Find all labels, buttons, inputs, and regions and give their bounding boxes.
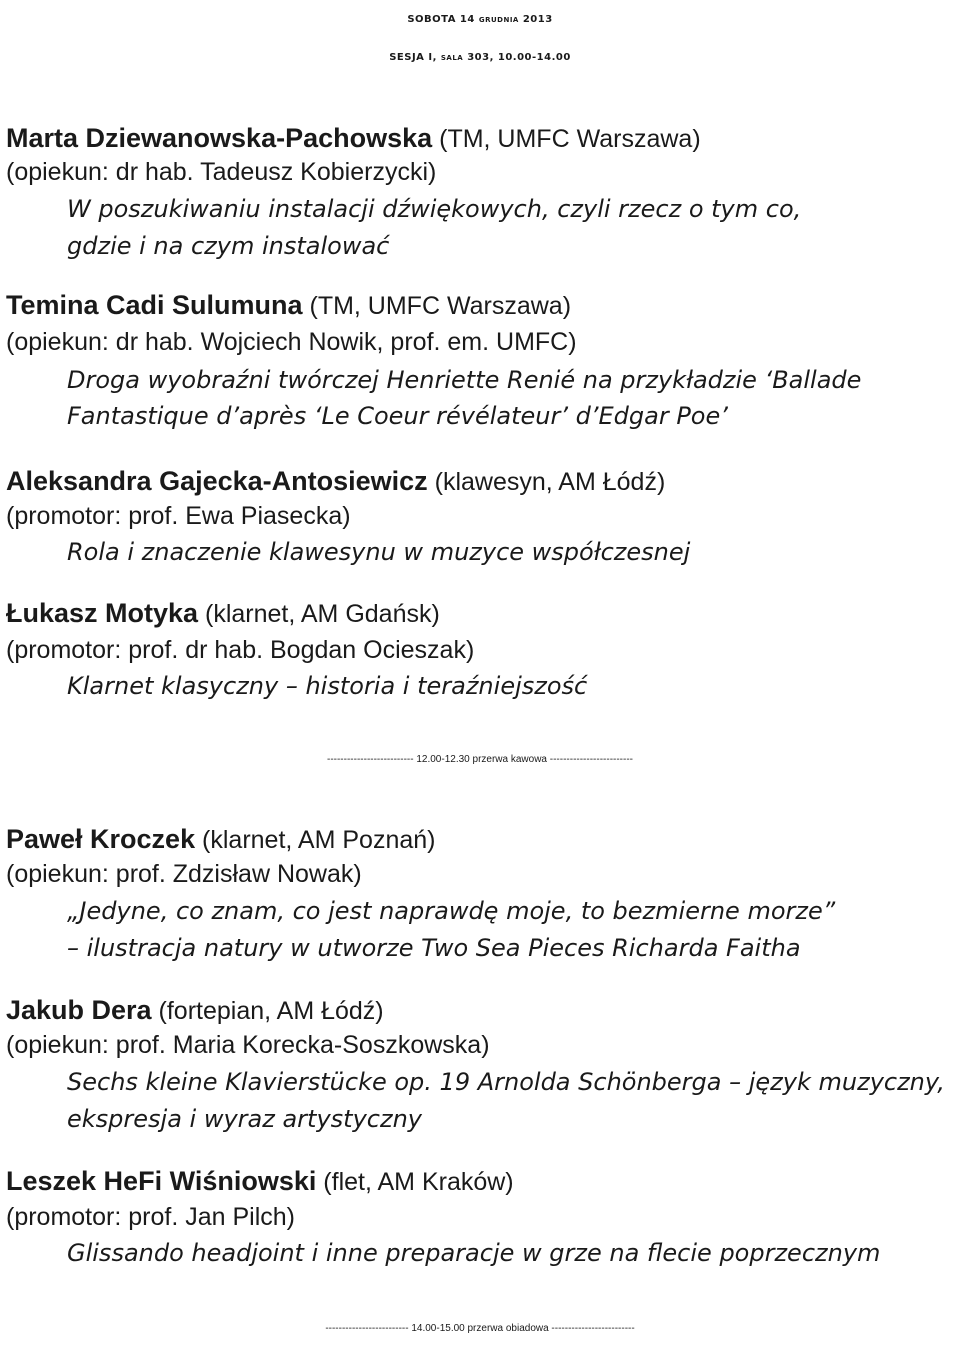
heading-room-time: 303, 10.00-14.00 xyxy=(463,52,571,63)
presenter-affiliation: (klawesyn, AM Łódź) xyxy=(427,468,666,496)
talk-title-line: gdzie i na czym instalować xyxy=(67,232,390,260)
tutor-line: (opiekun: prof. Zdzisław Nowak) xyxy=(6,860,362,888)
heading-day: SOBOTA 14 xyxy=(407,14,479,25)
presenter-affiliation: (klarnet, AM Gdańsk) xyxy=(198,600,440,628)
presenter-line xyxy=(6,1165,514,1198)
talk-title-line: Droga wyobraźni twórczej Henriette Renié na przykładzie ‘Ballade xyxy=(67,366,862,394)
presenter-line xyxy=(6,465,665,498)
session-heading xyxy=(0,40,960,76)
presenter-line xyxy=(6,823,435,856)
presenter-name: Łukasz Motyka xyxy=(6,598,199,628)
heading-session: SESJA I, xyxy=(389,52,441,63)
tutor-line: (opiekun: prof. Maria Korecka-Soszkowska) xyxy=(6,1031,490,1059)
talk-title-line: – ilustracja natury w utworze Two Sea Pieces Richarda Faitha xyxy=(67,934,801,962)
presenter-affiliation: (TM, UMFC Warszawa) xyxy=(432,125,701,153)
presenter-name: Temina Cadi Sulumuna xyxy=(6,290,303,320)
presenter-affiliation: (klarnet, AM Poznań) xyxy=(195,826,436,854)
heading-room-word: sala xyxy=(440,52,464,63)
presenter-affiliation: (flet, AM Kraków) xyxy=(316,1168,514,1196)
coffee-break: -------------------------- 12.00-12.30 przerwa kawowa ------------------------- xyxy=(326,754,634,765)
talk-title-line: Klarnet klasyczny – historia i teraźniejszość xyxy=(67,672,588,700)
presenter-name: Paweł Kroczek xyxy=(6,824,196,854)
date-heading xyxy=(0,2,960,38)
presenter-line xyxy=(6,994,384,1027)
presenter-line xyxy=(6,289,571,322)
presenter-name: Aleksandra Gajecka-Antosiewicz xyxy=(6,466,428,496)
presenter-affiliation: (TM, UMFC Warszawa) xyxy=(302,292,572,320)
talk-title-line: Fantastique d’après ‘Le Coeur révélateur’ d’Edgar Poe’ xyxy=(67,402,728,430)
tutor-line: (promotor: prof. dr hab. Bogdan Ocieszak) xyxy=(6,636,475,664)
tutor-line: (promotor: prof. Jan Pilch) xyxy=(6,1203,295,1231)
heading-month: grudnia xyxy=(478,14,519,25)
tutor-line: (opiekun: dr hab. Tadeusz Kobierzycki) xyxy=(6,158,437,186)
heading-year: 2013 xyxy=(518,14,553,25)
talk-title-line: Glissando headjoint i inne preparacje w grze na flecie poprzecznym xyxy=(67,1239,881,1267)
talk-title-line: W poszukiwaniu instalacji dźwiękowych, czyli rzecz o tym co, xyxy=(67,195,802,223)
talk-title-line: „Jedyne, co znam, co jest naprawdę moje, to bezmierne morze” xyxy=(67,897,836,925)
talk-title-line: ekspresja i wyraz artystyczny xyxy=(67,1105,422,1133)
tutor-line: (opiekun: dr hab. Wojciech Nowik, prof. em. UMFC) xyxy=(6,328,577,356)
lunch-break: ------------------------- 14.00-15.00 przerwa obiadowa ------------------------- xyxy=(325,1323,635,1334)
presenter-name: Leszek HeFi Wiśniowski xyxy=(6,1166,317,1196)
talk-title-line: Sechs kleine Klavierstücke op. 19 Arnolda Schönberga – język muzyczny, xyxy=(67,1068,945,1096)
presenter-name: Marta Dziewanowska-Pachowska xyxy=(6,123,433,153)
presenter-line xyxy=(6,122,701,155)
tutor-line: (promotor: prof. Ewa Piasecka) xyxy=(6,502,351,530)
presenter-affiliation: (fortepian, AM Łódź) xyxy=(151,997,384,1025)
presenter-name: Jakub Dera xyxy=(6,995,152,1025)
presenter-line xyxy=(6,597,440,630)
talk-title-line: Rola i znaczenie klawesynu w muzyce współczesnej xyxy=(67,538,691,566)
